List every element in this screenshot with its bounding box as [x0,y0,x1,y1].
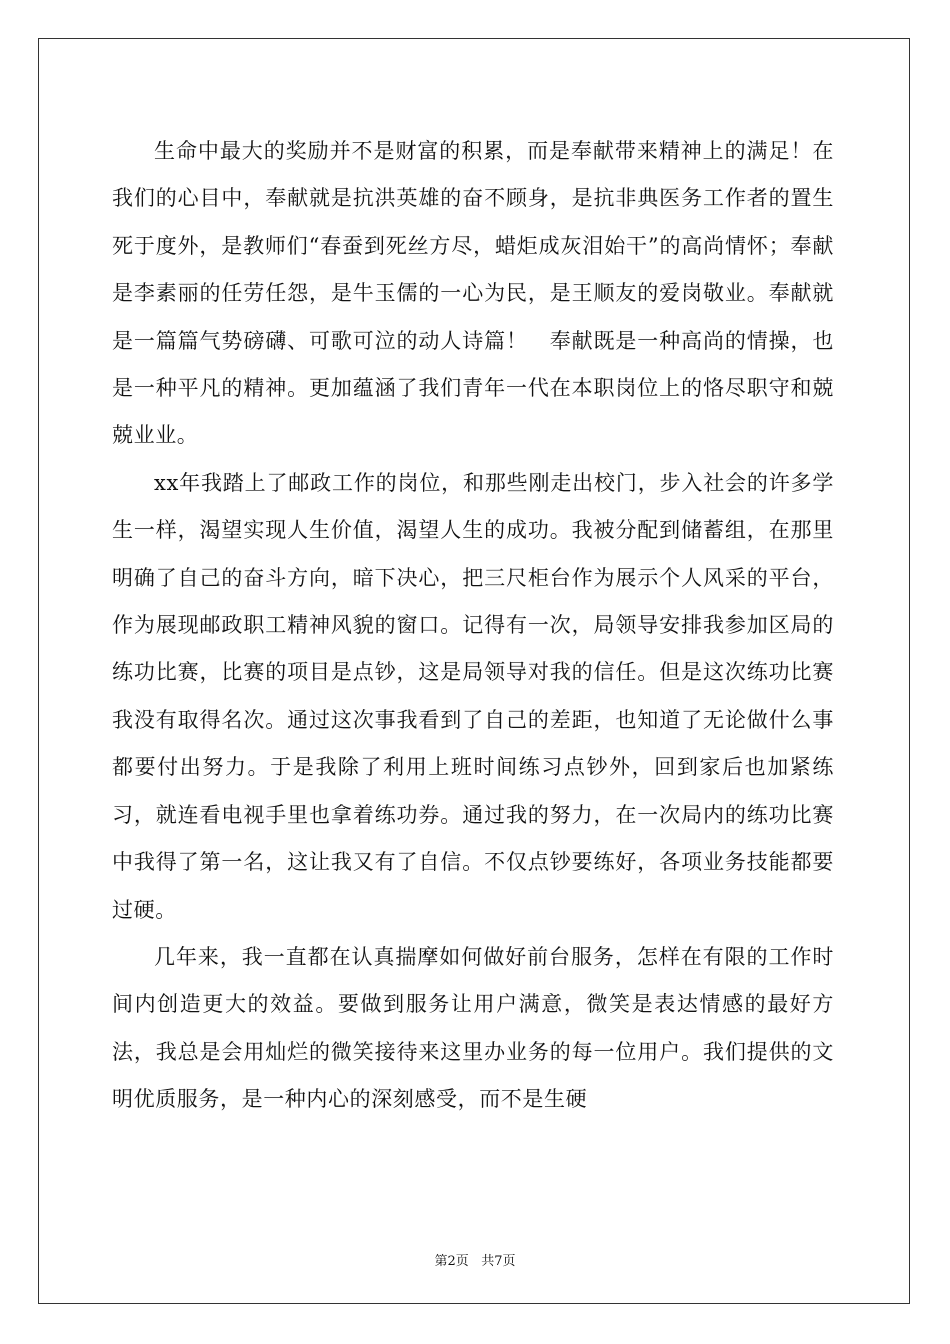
paragraph-3: 几年来，我一直都在认真揣摩如何做好前台服务，怎样在有限的工作时间内创造更大的效益。要做到服务让用户满意，微笑是表达情感的最好方法，我总是会用灿烂的微笑接待来这里办业务的每一位用户。我们提供的文明优质服务，是一种内心的深刻感受，而不是生硬 [112,944,834,1112]
paragraph-2: xx年我踏上了邮政工作的岗位，和那些刚走出校门，步入社会的许多学生一样，渴望实现人生价值，渴望人生的成功。我被分配到储蓄组，在那里明确了自己的奋斗方向，暗下决心，把三尺柜台作为展示个人风采的平台，作为展现邮政职工精神风貌的窗口。记得有一次，局领导安排我参加区局的练功比赛，比赛的项目是点钞，这是局领导对我的信任。但是这次练功比赛我没有取得名次。通过这次事我看到了自己的差距，也知道了无论做什么事都要付出努力。于是我除了利用上班时间练习点钞外，回到家后也加紧练习，就连看电视手里也拿着练功券。通过我的努力，在一次局内的练功比赛中我得了第一名，这让我又有了自信。不仅点钞要练好，各项业务技能都要过硬。 [112,470,834,922]
page-number: 第2页 [434,1254,469,1269]
document-body [112,128,834,1124]
page-footer [0,1250,950,1269]
total-pages: 共7页 [481,1254,516,1269]
paragraph-1: 生命中最大的奖励并不是财富的积累，而是奉献带来精神上的满足！在我们的心目中，奉献就是抗洪英雄的奋不顾身，是抗非典医务工作者的置生死于度外，是教师们“春蚕到死丝方尽，蜡炬成灰泪始干”的高尚情怀；奉献是李素丽的任劳任怨，是牛玉儒的一心为民，是王顺友的爱岗敬业。奉献就是一篇篇气势磅礴、可歌可泣的动人诗篇！ 奉献既是一种高尚的情操，也是一种平凡的精神。更加蕴涵了我们青年一代在本职岗位上的恪尽职守和兢兢业业。 [112,139,834,448]
